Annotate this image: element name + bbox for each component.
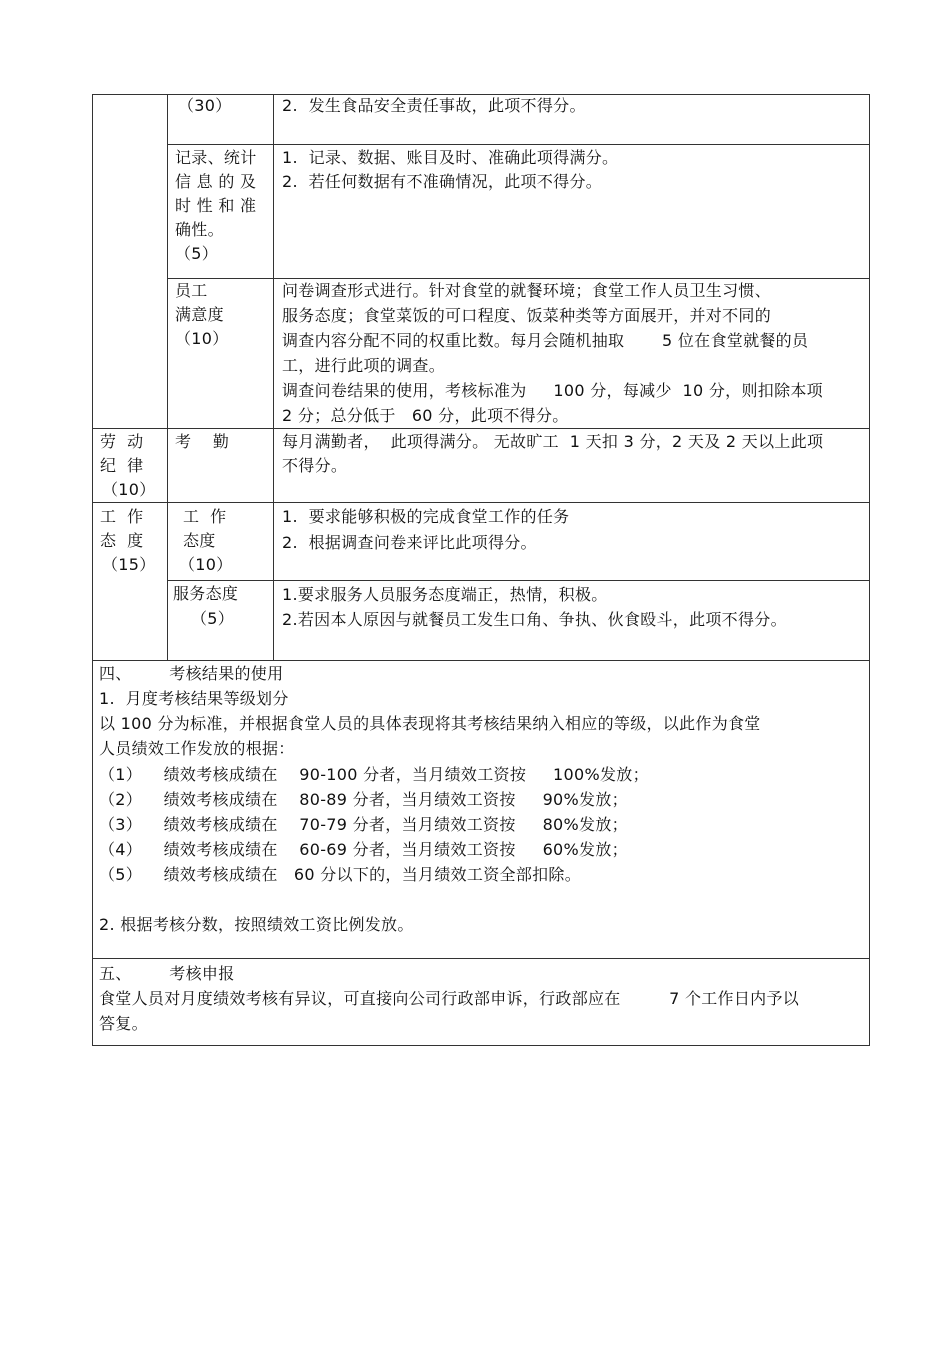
criteria-text: 1. 记录、数据、账目及时、准确此项得满分。 [282, 148, 619, 167]
criteria-text: 1.要求服务人员服务态度端正，热情，积极。 [282, 585, 608, 604]
criteria-text: 服务态度；食堂菜饭的可口程度、饭菜种类等方面展开，并对不同的 [282, 306, 772, 325]
paragraph-line: 1. 月度考核结果等级划分 [99, 689, 289, 708]
category-label: 劳 动 [100, 432, 144, 451]
row-divider [167, 580, 870, 581]
subcategory-label: 服务态度 [173, 584, 239, 603]
subcategory-label: 满意度 [175, 305, 224, 324]
criteria-text: 2.若因本人原因与就餐员工发生口角、争执、伙食殴斗，此项不得分。 [282, 610, 787, 629]
subcategory-label: 工 作 [183, 507, 227, 526]
subcategory-label: （5） [175, 244, 219, 263]
category-label: 态 度 [100, 531, 144, 550]
category-label: 工 作 [100, 507, 144, 526]
subcategory-label: 员工 [175, 281, 208, 300]
list-item: （5） 绩效考核成绩在 60 分以下的，当月绩效工资全部扣除。 [99, 865, 582, 884]
row-divider [167, 144, 870, 145]
section-heading: 四、 考核结果的使用 [99, 664, 284, 683]
criteria-text: 2. 发生食品安全责任事故，此项不得分。 [282, 96, 586, 115]
row-divider [92, 958, 870, 959]
row-divider [92, 428, 870, 429]
subcategory-label: （30） [178, 96, 232, 115]
category-label: 纪 律 [100, 456, 144, 475]
criteria-text: 问卷调查形式进行。针对食堂的就餐环境；食堂工作人员卫生习惯、 [282, 281, 772, 300]
subcategory-label: （5） [191, 609, 235, 628]
list-item: （1） 绩效考核成绩在 90-100 分者，当月绩效工资按 100%发放； [99, 765, 649, 784]
subcategory-label: 态度 [183, 531, 216, 550]
criteria-text: 2. 根据调查问卷来评比此项得分。 [282, 533, 537, 552]
paragraph-line: 答复。 [99, 1014, 148, 1033]
category-label: （10） [102, 480, 156, 499]
subcategory-label: （10） [179, 555, 233, 574]
subcategory-label: 信 息 的 及 [175, 172, 257, 191]
list-item: （3） 绩效考核成绩在 70-79 分者，当月绩效工资按 80%发放； [99, 815, 628, 834]
subcategory-label: 考 勤 [175, 432, 230, 451]
criteria-text: 每月满勤者， 此项得满分。 无故旷工 1 天扣 3 分，2 天及 2 天以上此项 [282, 432, 824, 451]
paragraph-line: 2. 根据考核分数，按照绩效工资比例发放。 [99, 915, 414, 934]
criteria-text: 调查内容分配不同的权重比数。每月会随机抽取 5 位在食堂就餐的员 [282, 331, 809, 350]
criteria-text: 2 分；总分低于 60 分，此项不得分。 [282, 406, 569, 425]
col-divider-2 [273, 94, 274, 660]
row-divider [92, 502, 870, 503]
subcategory-label: （10） [175, 329, 229, 348]
criteria-text: 工，进行此项的调查。 [282, 356, 446, 375]
subcategory-label: 确性。 [175, 220, 224, 239]
subcategory-label: 记录、统计 [175, 148, 257, 167]
section-heading: 五、 考核申报 [99, 964, 235, 983]
criteria-text: 调查问卷结果的使用，考核标准为 100 分，每减少 10 分，则扣除本项 [282, 381, 823, 400]
subcategory-label: 时 性 和 准 [175, 196, 257, 215]
paragraph-line: 人员绩效工作发放的根据： [99, 739, 295, 758]
paragraph-line: 食堂人员对月度绩效考核有异议，可直接向公司行政部申诉，行政部应在 7 个工作日内予以 [99, 989, 800, 1008]
paragraph-line: 以 100 分为标准，并根据食堂人员的具体表现将其考核结果纳入相应的等级，以此作为食堂 [99, 714, 761, 733]
row-divider [92, 660, 870, 661]
col-divider-1 [167, 94, 168, 660]
criteria-text: 2. 若任何数据有不准确情况，此项不得分。 [282, 172, 603, 191]
criteria-text: 不得分。 [282, 456, 348, 475]
category-label: （15） [102, 555, 156, 574]
criteria-text: 1. 要求能够积极的完成食堂工作的任务 [282, 507, 570, 526]
list-item: （4） 绩效考核成绩在 60-69 分者，当月绩效工资按 60%发放； [99, 840, 628, 859]
list-item: （2） 绩效考核成绩在 80-89 分者，当月绩效工资按 90%发放； [99, 790, 628, 809]
